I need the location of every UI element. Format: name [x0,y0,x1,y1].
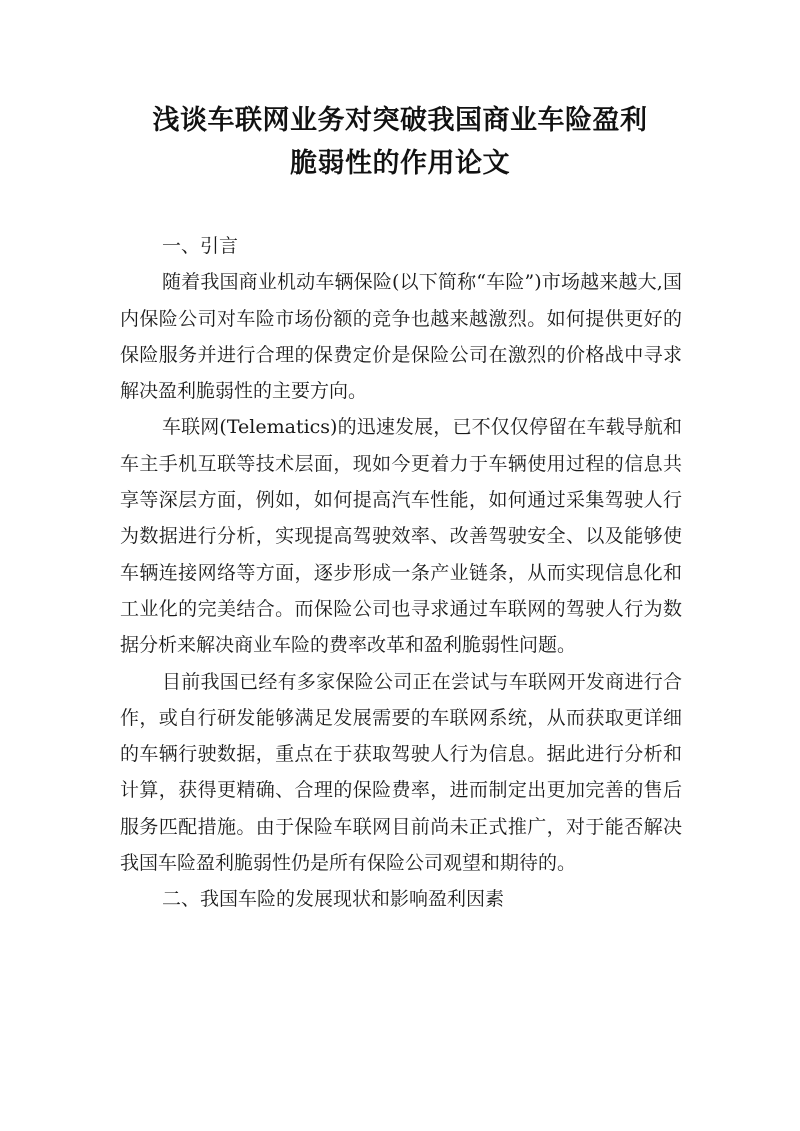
paragraph: 目前我国已经有多家保险公司正在尝试与车联网开发商进行合作，或自行研发能够满足发展需要的车联网系统，从而获取更详细的车辆行驶数据，重点在于获取驾驶人行为信息。据此进行分析和计算，获得更精确、合理的保险费率，进而制定出更加完善的售后服务匹配措施。由于保险车联网目前尚未正式推广，对于能否解决我国车险盈利脆弱性仍是所有保险公司观望和期待的。 [120,670,682,875]
document-body [120,228,682,918]
section-heading-introduction: 一、引言 [162,235,239,257]
document-title-line-2: 脆弱性的作用论文 [290,148,510,179]
section-heading-current-status: 二、我国车险的发展现状和影响盈利因素 [162,888,505,911]
document-title-line-1: 浅谈车联网业务对突破我国商业车险盈利 [152,105,648,136]
paragraph: 车联网(Telematics)的迅速发展，已不仅仅停留在车载导航和车主手机互联等技术层面，现如今更着力于车辆使用过程的信息共享等深层方面，例如，如何提高汽车性能，如何通过采集驾驶人行为数据进行分析，实现提高驾驶效率、改善驾驶安全、以及能够使车辆连接网络等方面，逐步形成一条产业链条，从而实现信息化和工业化的完美结合。而保险公司也寻求通过车联网的驾驶人行为数据分析来解决商业车险的费率改革和盈利脆弱性问题。 [120,416,682,657]
paragraph: 随着我国商业机动车辆保险(以下简称“车险”)市场越来越大,国内保险公司对车险市场份额的竞争也越来越激烈。如何提供更好的保险服务并进行合理的保费定价是保险公司在激烈的价格战中寻求解决盈利脆弱性的主要方向。 [120,271,682,403]
